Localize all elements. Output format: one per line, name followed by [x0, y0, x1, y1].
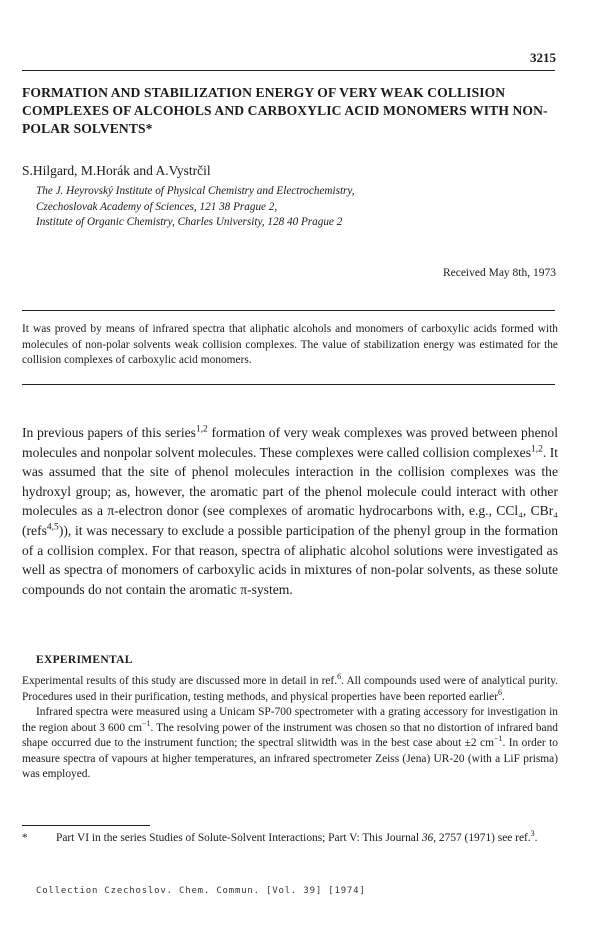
affiliation-line: Czechoslovak Academy of Sciences, 121 38 Prague 2, [36, 200, 278, 213]
abstract-bottom-rule [22, 384, 555, 385]
reference-mark: 6 [498, 687, 503, 697]
received-date: Received May 8th, 1973 [442, 267, 556, 279]
page-number: 3215 [530, 50, 556, 65]
affiliations [36, 184, 355, 231]
section-heading-experimental: EXPERIMENTAL [36, 654, 133, 666]
abstract-top-rule [22, 310, 555, 311]
reference-mark: 3 [530, 829, 535, 839]
reference-mark: 6 [337, 672, 342, 682]
article-authors: S.Hilgard, M.Horák and A.Vystrčil [22, 163, 211, 178]
experimental-section [22, 674, 558, 783]
superscript: −1 [493, 734, 503, 744]
superscript: −1 [141, 718, 151, 728]
header-rule [22, 70, 555, 71]
reference-mark: 4,5 [46, 522, 59, 533]
affiliation-line: The J. Heyrovský Institute of Physical Chemistry and Electrochemistry, [36, 185, 355, 197]
footnote-rule [22, 825, 150, 826]
introduction-paragraph: In previous papers of this series$^{1,2}$ formation of very weak complexes was proved between phenol molecules and nonpolar solvent molecules. These complexes were called collision complexes$^{1,2}$. It was assumed that the site of phenol molecules interaction in the collision complexes was the hydroxyl group; as, however, the aromatic part of the phenol molecule could interact with other molecules as a π-electron donor (see complexes of aromatic hydrocarbons with, e.g., CCl₄, CBr₄ (refs$^{4,5}$)), it was necessary to exclude a possible participation of the phenyl group in the formation of a collision complex. For that reason, spectra of aliphatic alcohol solutions were investigated as well as spectra of monomers of carboxylic acids in mixtures of non-polar solvents, as these solute compounds do not contain the aromatic π-system. [22, 424, 558, 597]
journal-volume: 36 [421, 832, 434, 844]
footnote: * Part VI in the series Studies of Solute-Solvent Interactions; Part V: This Journal 36, 2757 (1971) see ref.$^3$. [22, 831, 558, 847]
abstract: It was proved by means of infrared spectra that aliphatic alcohols and monomers of carboxylic acids formed with molecules of non-polar solvents weak collision complexes. The value of stabilization energy was estimated for the collision complexes of carboxylic acid monomers. [22, 323, 558, 366]
affiliation-line: Institute of Organic Chemistry, Charles University, 128 40 Prague 2 [36, 216, 343, 228]
reference-mark: 1,2 [530, 444, 543, 455]
journal-footer: Collection Czechoslov. Chem. Commun. [Vol. 39] [1974] [36, 886, 366, 896]
experimental-paragraph: Infrared spectra were measured using a Unicam SP-700 spectrometer with a grating accessory for investigation in the region about 3 600 $cm^{-1}$. The resolving power of the instrument was chosen so that no distortion of infrared band shape occurred due to the instrument function; the spectral slitwidth was in the best case about ±2 $cm^{-1}$. In order to measure spectra of vapours at higher temperatures, an infrared spectrometer Zeiss (Jena) UR-20 (with a LiF prisma) was employed. [22, 706, 558, 780]
article-title: FORMATION AND STABILIZATION ENERGY OF VERY WEAK COLLISION COMPLEXES OF ALCOHOLS AND CARBOXYLIC ACID MONOMERS WITH NON-POLAR SOLVENTS* [22, 85, 548, 136]
reference-mark: 1,2 [195, 424, 208, 435]
experimental-paragraph: Experimental results of this study are discussed more in detail in ref.$^6$. All compounds used were of analytical purity. Procedures used in their purification, testing methods, and physical properties have been reported earlier$^6$. [22, 672, 558, 703]
footnote-mark: * [22, 832, 28, 844]
